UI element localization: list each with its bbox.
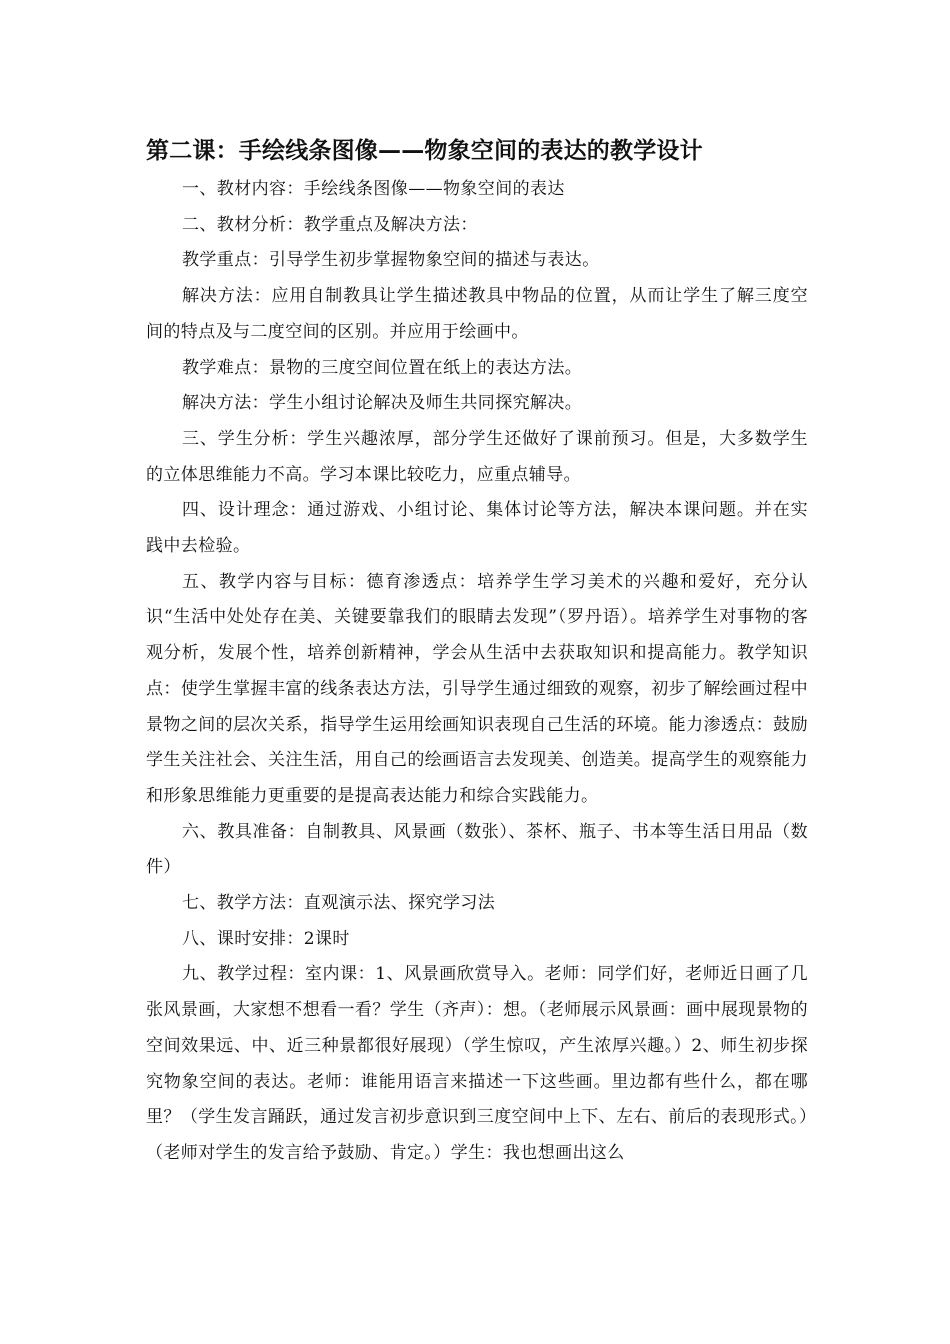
paragraph-difficulty-solution: 解决方法：学生小组讨论解决及师生共同探究解决。 [182,393,583,414]
paragraph-design-concept: 四、设计理念：通过游戏、小组讨论、集体讨论等方法，解决本课问题。并在实践中去检验。 [146,500,808,557]
paragraph-focus-solution: 解决方法：应用自制教具让学生描述教具中物品的位置，从而让学生了解三度空间的特点及与二度空间的区别。并应用于绘画中。 [146,286,808,342]
paragraph-textbook-content: 一、教材内容：手绘线条图像——物象空间的表达 [182,179,565,199]
paragraph-teaching-focus: 教学重点：引导学生初步掌握物象空间的描述与表达。 [182,250,600,271]
paragraph-textbook-analysis: 二、教材分析：教学重点及解决方法： [182,214,478,235]
paragraph-student-analysis: 三、学生分析：学生兴趣浓厚，部分学生还做好了课前预习。但是，大多数学生的立体思维能力不高。学习本课比较吃力，应重点辅导。 [146,428,808,485]
document-body [146,172,808,1172]
paragraph-teaching-methods: 七、教学方法：直观演示法、探究学习法 [182,893,496,914]
document-title: 第二课：手绘线条图像——物象空间的表达的教学设计 [146,138,703,164]
paragraph-class-schedule: 八、课时安排：2课时 [182,928,350,949]
paragraph-teaching-process: 九、教学过程：室内课：1、风景画欣赏导入。老师：同学们好，老师近日画了几张风景画，大家想不想看一看？学生（齐声）：想。（老师展示风景画：画中展现景物的空间效果远、中、近三种景都很好展现）（学生惊叹，产生浓厚兴趣。）2、师生初步探究物象空间的表达。老师：谁能用语言来描述一下这些画。里边都有些什么，都在哪里？（学生发言踊跃，通过发言初步意识到三度空间中上下、左右、前后的表现形式。）（老师对学生的发言给予鼓励、肯定。）学生：我也想画出这么 [146,964,808,1163]
paragraph-content-and-goals: 五、教学内容与目标：德育渗透点：培养学生学习美术的兴趣和爱好，充分认识“生活中处处存在美、关键要靠我们的眼睛去发现”（罗丹语）。培养学生对事物的客观分析，发展个性，培养创新精神，学会从生活中去获取知识和提高能力。教学知识点：使学生掌握丰富的线条表达方法，引导学生通过细致的观察，初步了解绘画过程中景物之间的层次关系，指导学生运用绘画知识表现自己生活的环境。能力渗透点：鼓励学生关注社会、关注生活，用自己的绘画语言去发现美、创造美。提高学生的观察能力和形象思维能力更重要的是提高表达能力和综合实践能力。 [146,571,808,806]
paragraph-teaching-difficulty: 教学难点：景物的三度空间位置在纸上的表达方法。 [182,357,583,378]
paragraph-teaching-aids: 六、教具准备：自制教具、风景画（数张）、茶杯、瓶子、书本等生活日用品（数件） [146,821,808,878]
